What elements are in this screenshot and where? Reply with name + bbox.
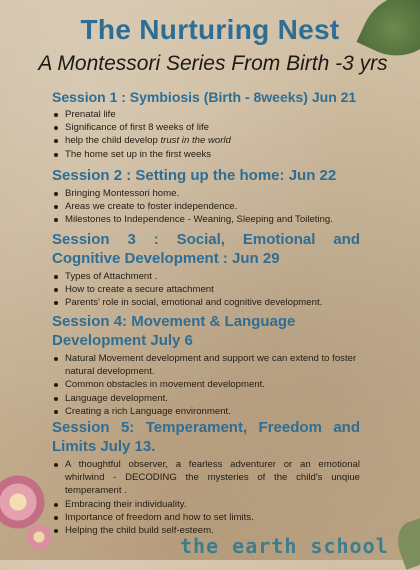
session-title: Session 1 : Symbiosis (Birth - 8weeks) Jun 21 [52,89,357,105]
session-topics [52,108,382,161]
page-title: The Nurturing Nest [80,14,340,45]
list-item: Parents' role in social, emotional and cognitive development. [52,296,360,309]
list-item: Embracing their individuality. [52,498,360,511]
list-item: How to create a secure attachment [52,283,360,296]
list-item: Areas we create to foster independence. [52,200,382,213]
list-item: Common obstacles in movement development. [52,378,370,391]
list-item: Language development. [52,392,370,405]
page-subtitle: A Montessori Series From Birth -3 yrs [38,52,388,75]
list-item: Creating a rich Language environment. [52,405,370,418]
session-title: Session 4: Movement & Language Development July 6 [52,313,296,349]
list-item: A thoughtful observer, a fearless adventurer or an emotional whirlwind - DECODING the mysteries of the child's unqiue temperament . [52,458,360,498]
list-item: Types of Attachment . [52,270,360,283]
session-topics [52,270,360,310]
flower-decoration-icon [22,520,56,554]
session-2 [52,166,382,227]
session-5 [52,418,360,537]
session-topics [52,352,370,418]
brand-logo-text: the earth school [180,534,389,558]
session-title: Session 2 : Setting up the home: Jun 22 [52,167,337,184]
session-4 [52,312,370,418]
list-item: help the child develop trust in the world [52,134,382,147]
session-topics [52,458,360,537]
session-title: Session 5: Temperament, Freedom and Limits July 13. [52,419,360,455]
session-title: Session 3 : Social, Emotional and Cognitive Development : Jun 29 [52,231,360,267]
session-1 [52,88,382,161]
session-3 [52,230,360,310]
session-topics [52,187,382,227]
list-item: The home set up in the first weeks [52,148,382,161]
list-item: Natural Movement development and support we can extend to foster natural development. [52,352,370,378]
list-item: Helping the child build self-esteem. [52,524,360,537]
leaf-decoration-icon [391,518,420,570]
list-item: Milestones to Independence - Weaning, Sleeping and Toileting. [52,213,382,226]
list-item: Significance of first 8 weeks of life [52,121,382,134]
list-item: Importance of freedom and how to set limits. [52,511,360,524]
list-item: Bringing Montessori home. [52,187,382,200]
list-item: Prenatal life [52,108,382,121]
